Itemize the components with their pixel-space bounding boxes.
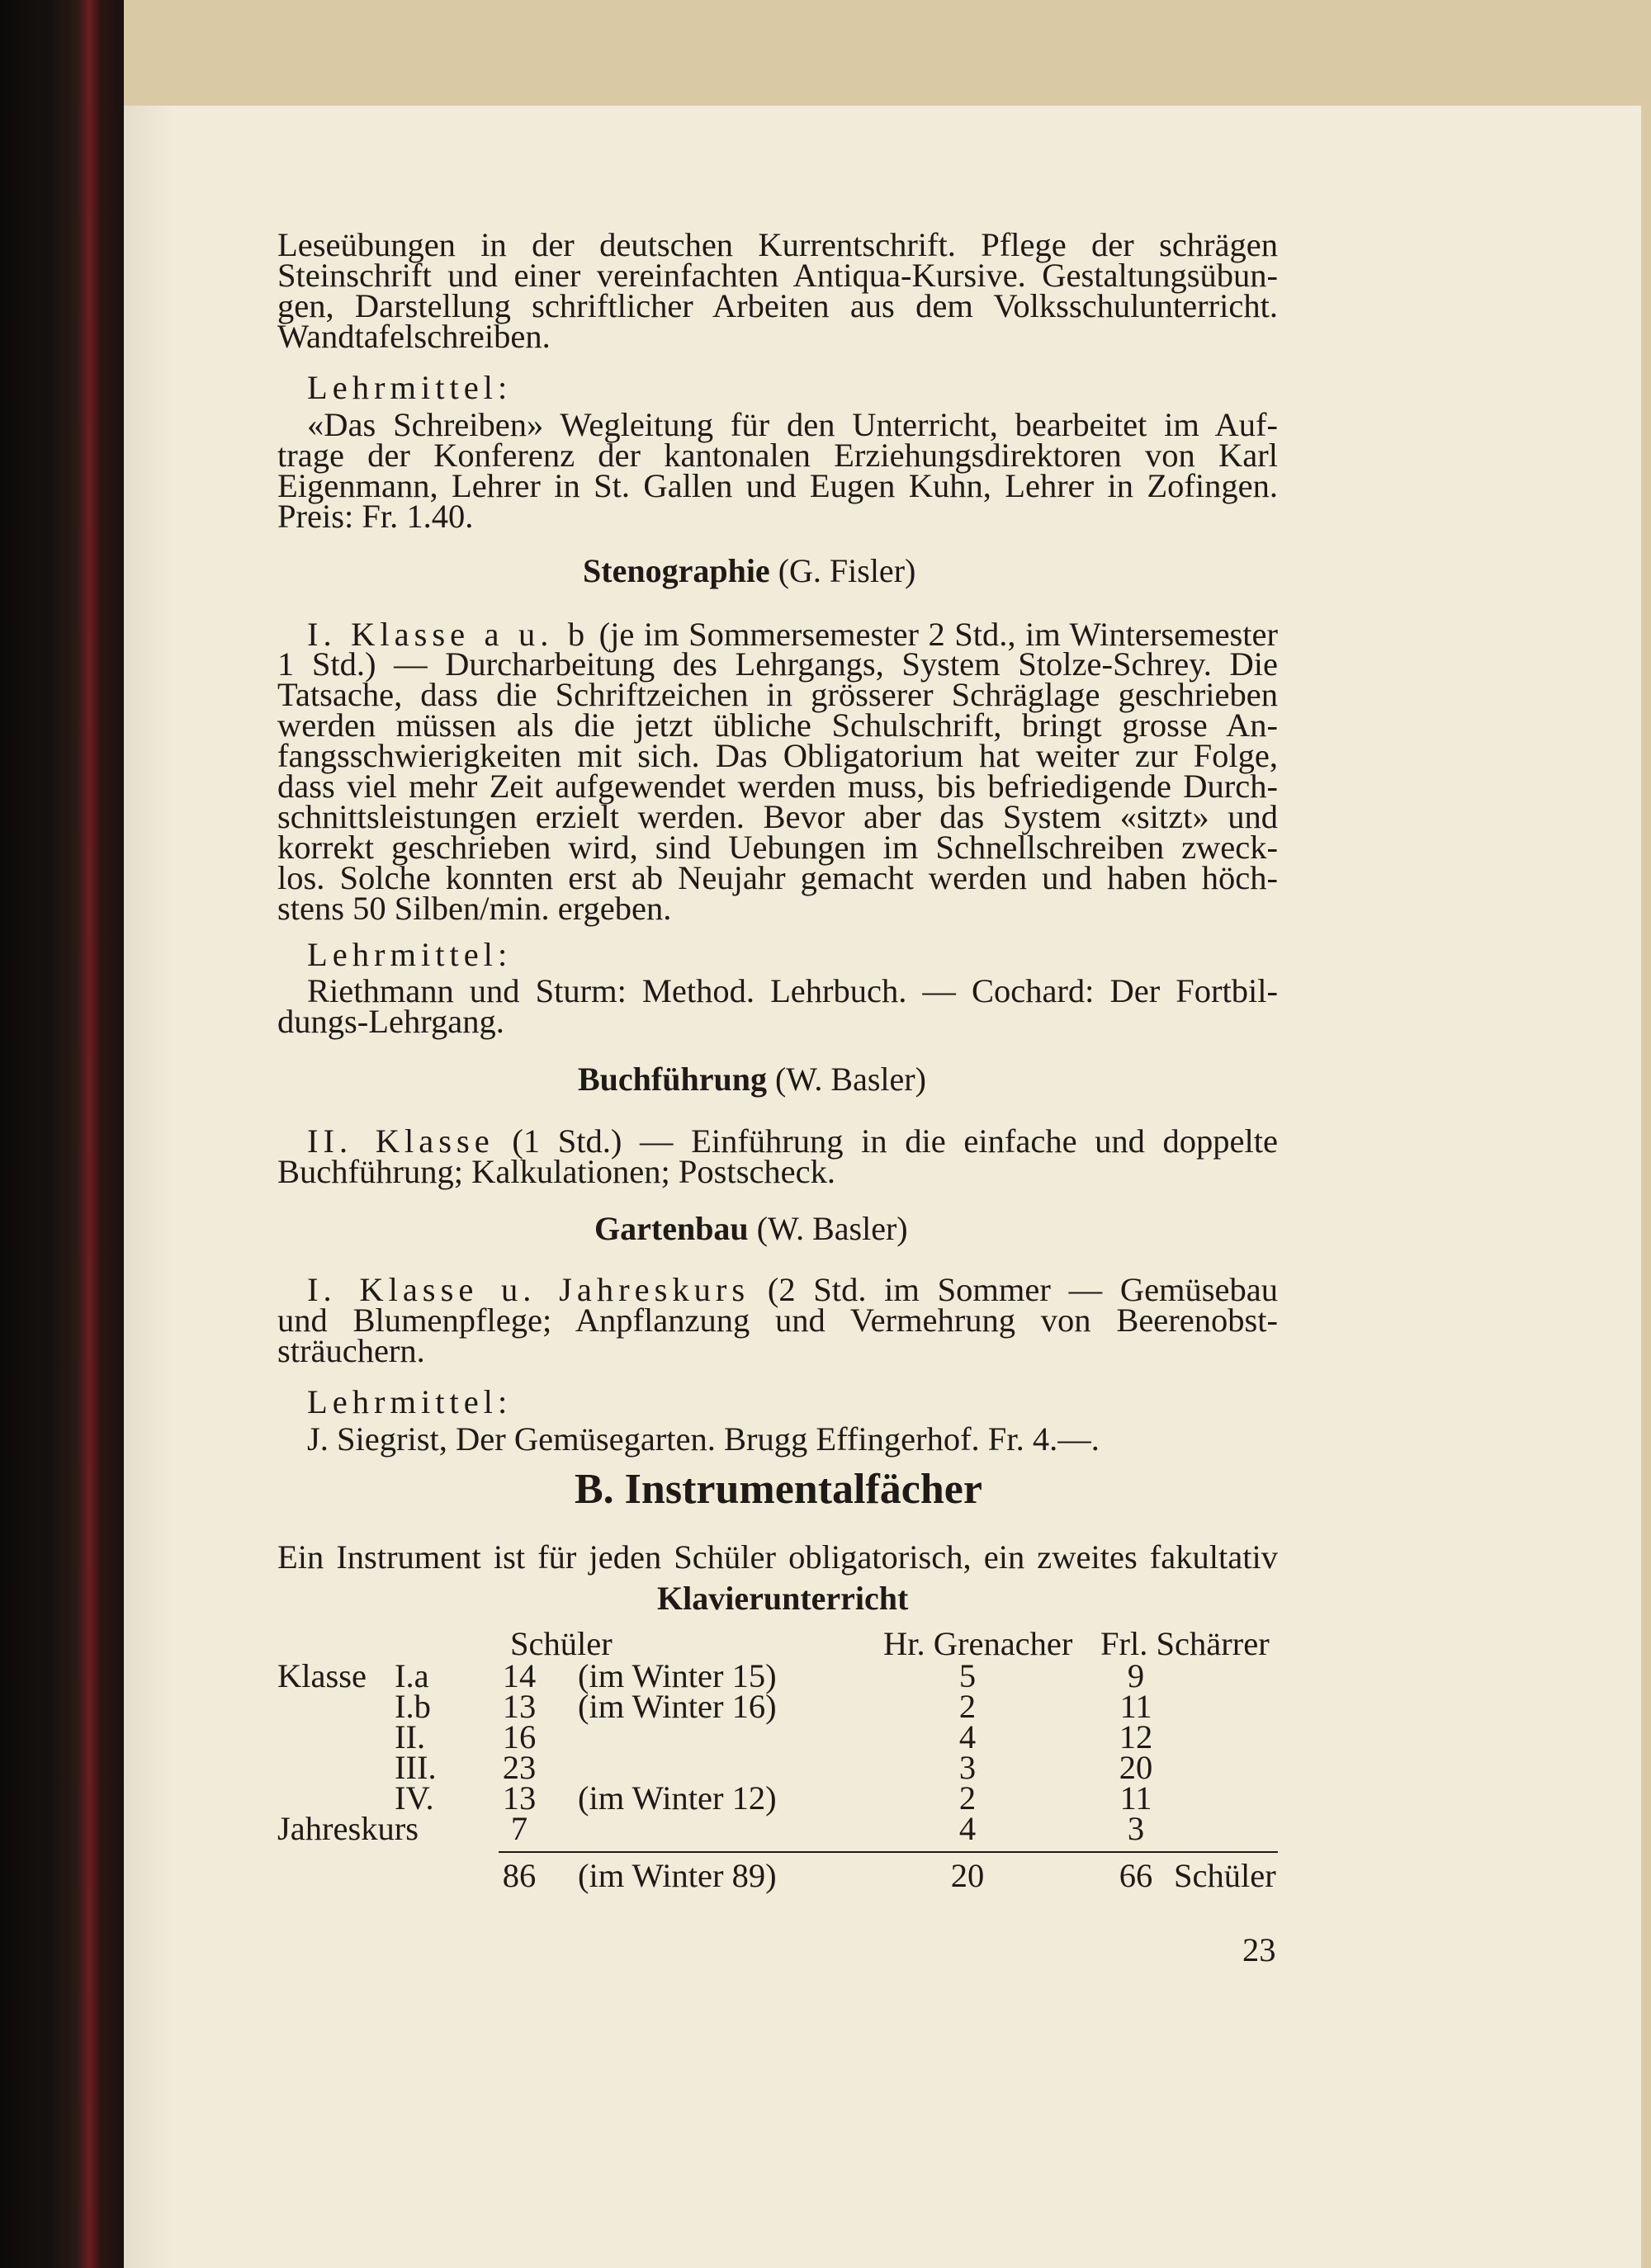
klasse-label: II. Klasse [307,1122,494,1160]
section-heading [583,552,916,589]
text-line: Tatsache, dass die Schriftzeichen in grösserer Schräglage geschrieben [277,676,1278,713]
text-line: trage der Konferenz der kantonalen Erziehungsdirektoren von Karl [277,437,1278,474]
row-winter: (im Winter 16) [578,1688,777,1725]
row-teacher2: 12 [1119,1718,1153,1755]
row-teacher2: 11 [1119,1688,1152,1725]
heading-title: Gartenbau [594,1210,749,1247]
text-line: stens 50 Silben/min. ergeben. [277,890,672,927]
row-count: 16 [502,1718,537,1755]
text-line: schnittsleistungen erzielt werden. Bevor aber das System «sitzt» und [277,798,1278,835]
heading-teacher: (G. Fisler) [778,552,916,589]
row-count: 13 [502,1779,537,1817]
row-class: IV. [395,1779,434,1817]
text-line-rest: (2 Std. im Sommer — Gemüsebau [767,1271,1279,1308]
text-line: sträuchern. [277,1332,425,1369]
row-teacher1: 5 [958,1657,977,1694]
row-teacher2: 11 [1119,1779,1152,1817]
text-line: Buchführung; Kalkulationen; Postscheck. [277,1153,836,1190]
text-line: Riethmann und Sturm: Method. Lehrbuch. — Cochard: Der Fortbil- [307,972,1278,1009]
text-line: dungs-Lehrgang. [277,1003,504,1040]
heading-teacher: (W. Basler) [774,1061,926,1098]
text-line: gen, Darstellung schriftlicher Arbeiten aus dem Volksschulunterricht. [277,287,1278,324]
row-teacher2: 3 [1127,1810,1145,1847]
total-unit: Schüler [1174,1857,1276,1894]
text-line: Eigenmann, Lehrer in St. Gallen und Eugen Kuhn, Lehrer in Zofingen. [277,467,1278,504]
total-rule [499,1851,1278,1853]
total-teacher2: 66 [1119,1857,1153,1894]
heading-title: Stenographie [583,552,770,589]
row-teacher1: 4 [958,1810,977,1847]
row-group: Klasse [277,1657,367,1694]
row-count: 7 [510,1810,528,1847]
text-line: J. Siegrist, Der Gemüsegarten. Brugg Effingerhof. Fr. 4.—. [307,1420,1100,1458]
row-count: 23 [502,1749,537,1786]
row-count: 14 [502,1657,537,1694]
klasse-label: I. Klasse a u. b [307,616,590,653]
text-line: dass viel mehr Zeit aufgewendet werden muss, bis befriedigende Durch- [277,768,1278,805]
row-class: III. [395,1749,437,1786]
text-line: Preis: Fr. 1.40. [277,498,474,535]
text-line: Wandtafelschreiben. [277,318,551,355]
row-teacher1: 2 [958,1779,977,1817]
col-header-teacher1: Hr. Grenacher [883,1625,1073,1662]
row-teacher2: 9 [1127,1657,1145,1694]
text-line: korrekt geschrieben wird, sind Uebungen im Schnellschreiben zweck- [277,829,1278,866]
total-winter: (im Winter 89) [578,1857,777,1894]
row-count: 13 [502,1688,537,1725]
row-teacher1: 2 [958,1688,977,1725]
total-teacher1: 20 [950,1857,985,1894]
text-line: Steinschrift und einer vereinfachten Antiqua-Kursive. Gestaltungsübun- [277,257,1278,294]
col-header-teacher2: Frl. Schärrer [1100,1625,1270,1662]
text-line-rest: (je im Sommersemester 2 Std., im Wintersemester [598,616,1279,653]
row-teacher1: 4 [958,1718,977,1755]
col-header-schueler: Schüler [510,1625,613,1662]
text-line: fangsschwierigkeiten mit sich. Das Obligatorium hat weiter zur Folge, [277,737,1278,774]
klasse-label: I. Klasse u. Jahreskurs [307,1271,750,1308]
heading-teacher: (W. Basler) [756,1210,908,1247]
row-class: I.b [395,1688,431,1725]
section-heading [594,1210,908,1247]
row-winter: (im Winter 15) [578,1657,777,1694]
row-group: Jahreskurs [277,1810,419,1847]
text-line: los. Solche konnten erst ab Neujahr gemacht werden und haben höch- [277,859,1278,896]
total-count: 86 [502,1857,537,1894]
lehrmittel-label: Lehrmittel: [307,369,513,406]
lehrmittel-label: Lehrmittel: [307,1383,513,1420]
text-line: Leseübungen in der deutschen Kurrentschrift. Pflege der schrägen [277,226,1278,263]
section-b-heading: B. Instrumentalfächer [575,1466,982,1513]
lehrmittel-label: Lehrmittel: [307,936,513,973]
row-winter: (im Winter 12) [578,1779,777,1817]
section-heading [578,1061,926,1098]
heading-title: Buchführung [578,1061,767,1098]
text-line: «Das Schreiben» Wegleitung für den Unterricht, bearbeitet im Auf- [307,406,1278,443]
section-b-intro: Ein Instrument ist für jeden Schüler obligatorisch, ein zweites fakultativ [277,1538,1278,1576]
page-number: 23 [1242,1931,1276,1968]
klavier-heading: Klavierunterricht [657,1580,909,1617]
row-class: I.a [395,1657,429,1694]
row-teacher1: 3 [958,1749,977,1786]
row-teacher2: 20 [1119,1749,1153,1786]
book-spine [0,0,124,2268]
text-line-rest: (1 Std.) — Einführung in die einfache und doppelte [512,1122,1278,1160]
text-line: und Blumenpflege; Anpflanzung und Vermehrung von Beerenobst- [277,1302,1278,1339]
row-class: II. [395,1718,426,1755]
text-line: werden müssen als die jetzt übliche Schulschrift, bringt grosse An- [277,706,1278,744]
text-line: 1 Std.) — Durcharbeitung des Lehrgangs, System Stolze-Schrey. Die [277,645,1278,683]
